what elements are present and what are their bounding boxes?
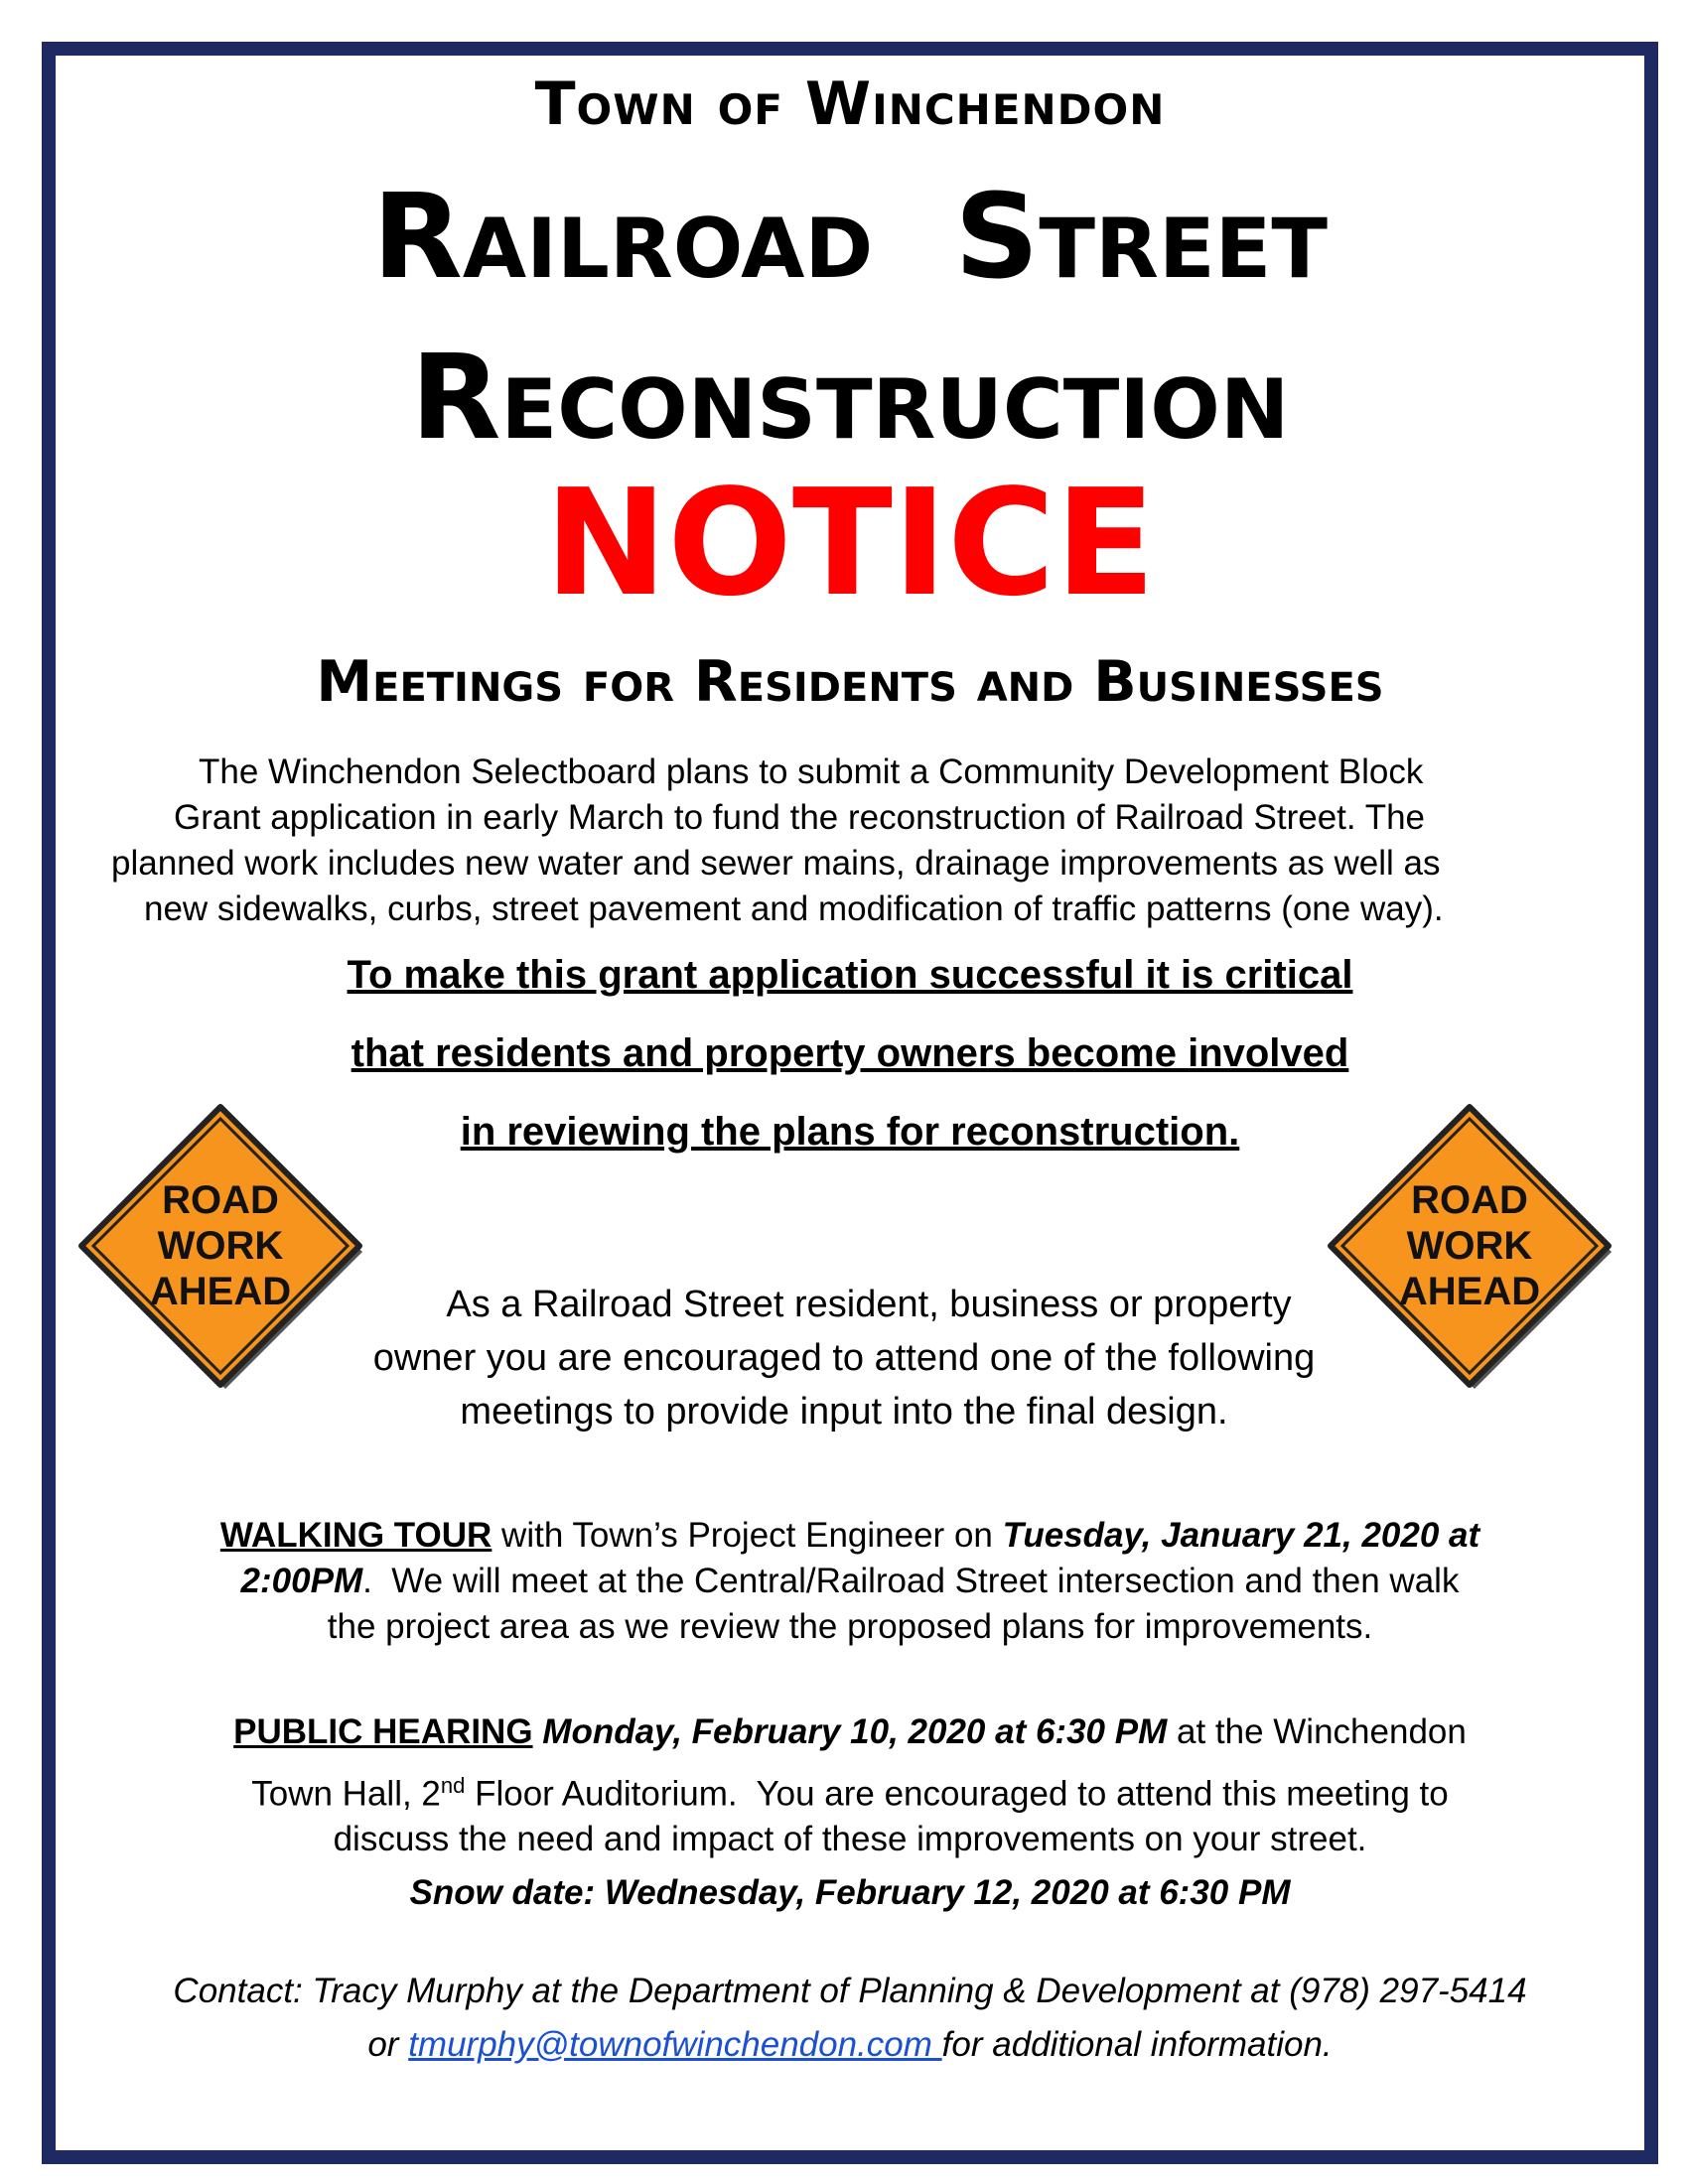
town-name: Town of Winchendon [534, 69, 1166, 139]
walking-tour-text: with Town’s Project Engineer on [492, 1516, 1003, 1555]
encourage-line-1: As a Railroad Street resident, business or property [446, 1284, 1292, 1325]
walking-tour-line-3: the project area as we review the proposed plans for improvements. [327, 1607, 1373, 1646]
notice-heading: NOTICE [544, 458, 1156, 628]
critical-line-3: in reviewing the plans for reconstruction. [460, 1110, 1240, 1154]
snow-date: Snow date: Wednesday, February 12, 2020 at 6:30 PM [409, 1873, 1291, 1912]
critical-line-2: that residents and property owners become involved [351, 1031, 1349, 1075]
public-hearing-auditorium: Floor Auditorium. You are encouraged to attend this meeting to [465, 1774, 1449, 1814]
public-hearing-line-1 [56, 1709, 1644, 1755]
sign-line-3: AHEAD [149, 1270, 292, 1313]
sign-line-1: ROAD [1411, 1178, 1528, 1222]
intro-line-2: Grant application in early March to fund the reconstruction of Railroad Street. The [174, 798, 1426, 837]
walking-tour-time: 2:00PM [240, 1562, 363, 1600]
intro-line-1: The Winchendon Selectboard plans to submit a Community Development Block [199, 752, 1424, 791]
intro-line-4: new sidewalks, curbs, street pavement and modification of traffic patterns (one way). [144, 889, 1444, 928]
critical-line-1: To make this grant application successful it is critical [347, 953, 1353, 997]
public-hearing-location: at the Winchendon [1167, 1712, 1467, 1751]
encourage-line-2: owner you are encouraged to attend one of the following [372, 1337, 1316, 1379]
contact-line-2 [56, 2019, 1644, 2071]
contact-email-link[interactable]: tmurphy@townofwinchendon.com [408, 2025, 942, 2064]
sign-line-1: ROAD [162, 1178, 279, 1222]
sign-line-2: WORK [157, 1224, 284, 1268]
walking-tour-line-1 [56, 1513, 1644, 1559]
sign-line-3: AHEAD [1398, 1270, 1541, 1313]
intro-line-3: planned work includes new water and sewer mains, drainage improvements as well as [111, 844, 1441, 883]
encourage-line-3: meetings to provide input into the final design. [460, 1391, 1228, 1433]
public-hearing-line-2 [56, 1763, 1644, 1818]
contact-prefix: or [367, 2025, 409, 2064]
walking-tour-line-2 [56, 1559, 1644, 1604]
walking-tour-label: WALKING TOUR [219, 1516, 492, 1555]
walking-tour-date: Tuesday, January 21, 2020 at [1002, 1516, 1480, 1555]
contact-suffix: for additional information. [941, 2025, 1333, 2064]
walking-tour-details: . We will meet at the Central/Railroad Street intersection and then walk [362, 1562, 1460, 1600]
public-hearing-hall: Town Hall, 2 [251, 1774, 441, 1814]
subtitle: Meetings for Residents and Businesses [316, 649, 1384, 715]
public-hearing-line-3: discuss the need and impact of these improvements on your street. [333, 1820, 1367, 1858]
sign-line-2: WORK [1406, 1224, 1533, 1268]
title-line-2: Reconstruction [410, 329, 1290, 466]
public-hearing-date: Monday, February 10, 2020 at 6:30 PM [532, 1712, 1168, 1751]
contact-line-1: Contact: Tracy Murphy at the Department of Planning & Development at (978) 297-5414 [173, 1972, 1527, 2010]
title-line-1: Railroad Street [372, 168, 1328, 305]
public-hearing-label: PUBLIC HEARING [233, 1712, 533, 1751]
ordinal-suffix: nd [440, 1773, 466, 1798]
